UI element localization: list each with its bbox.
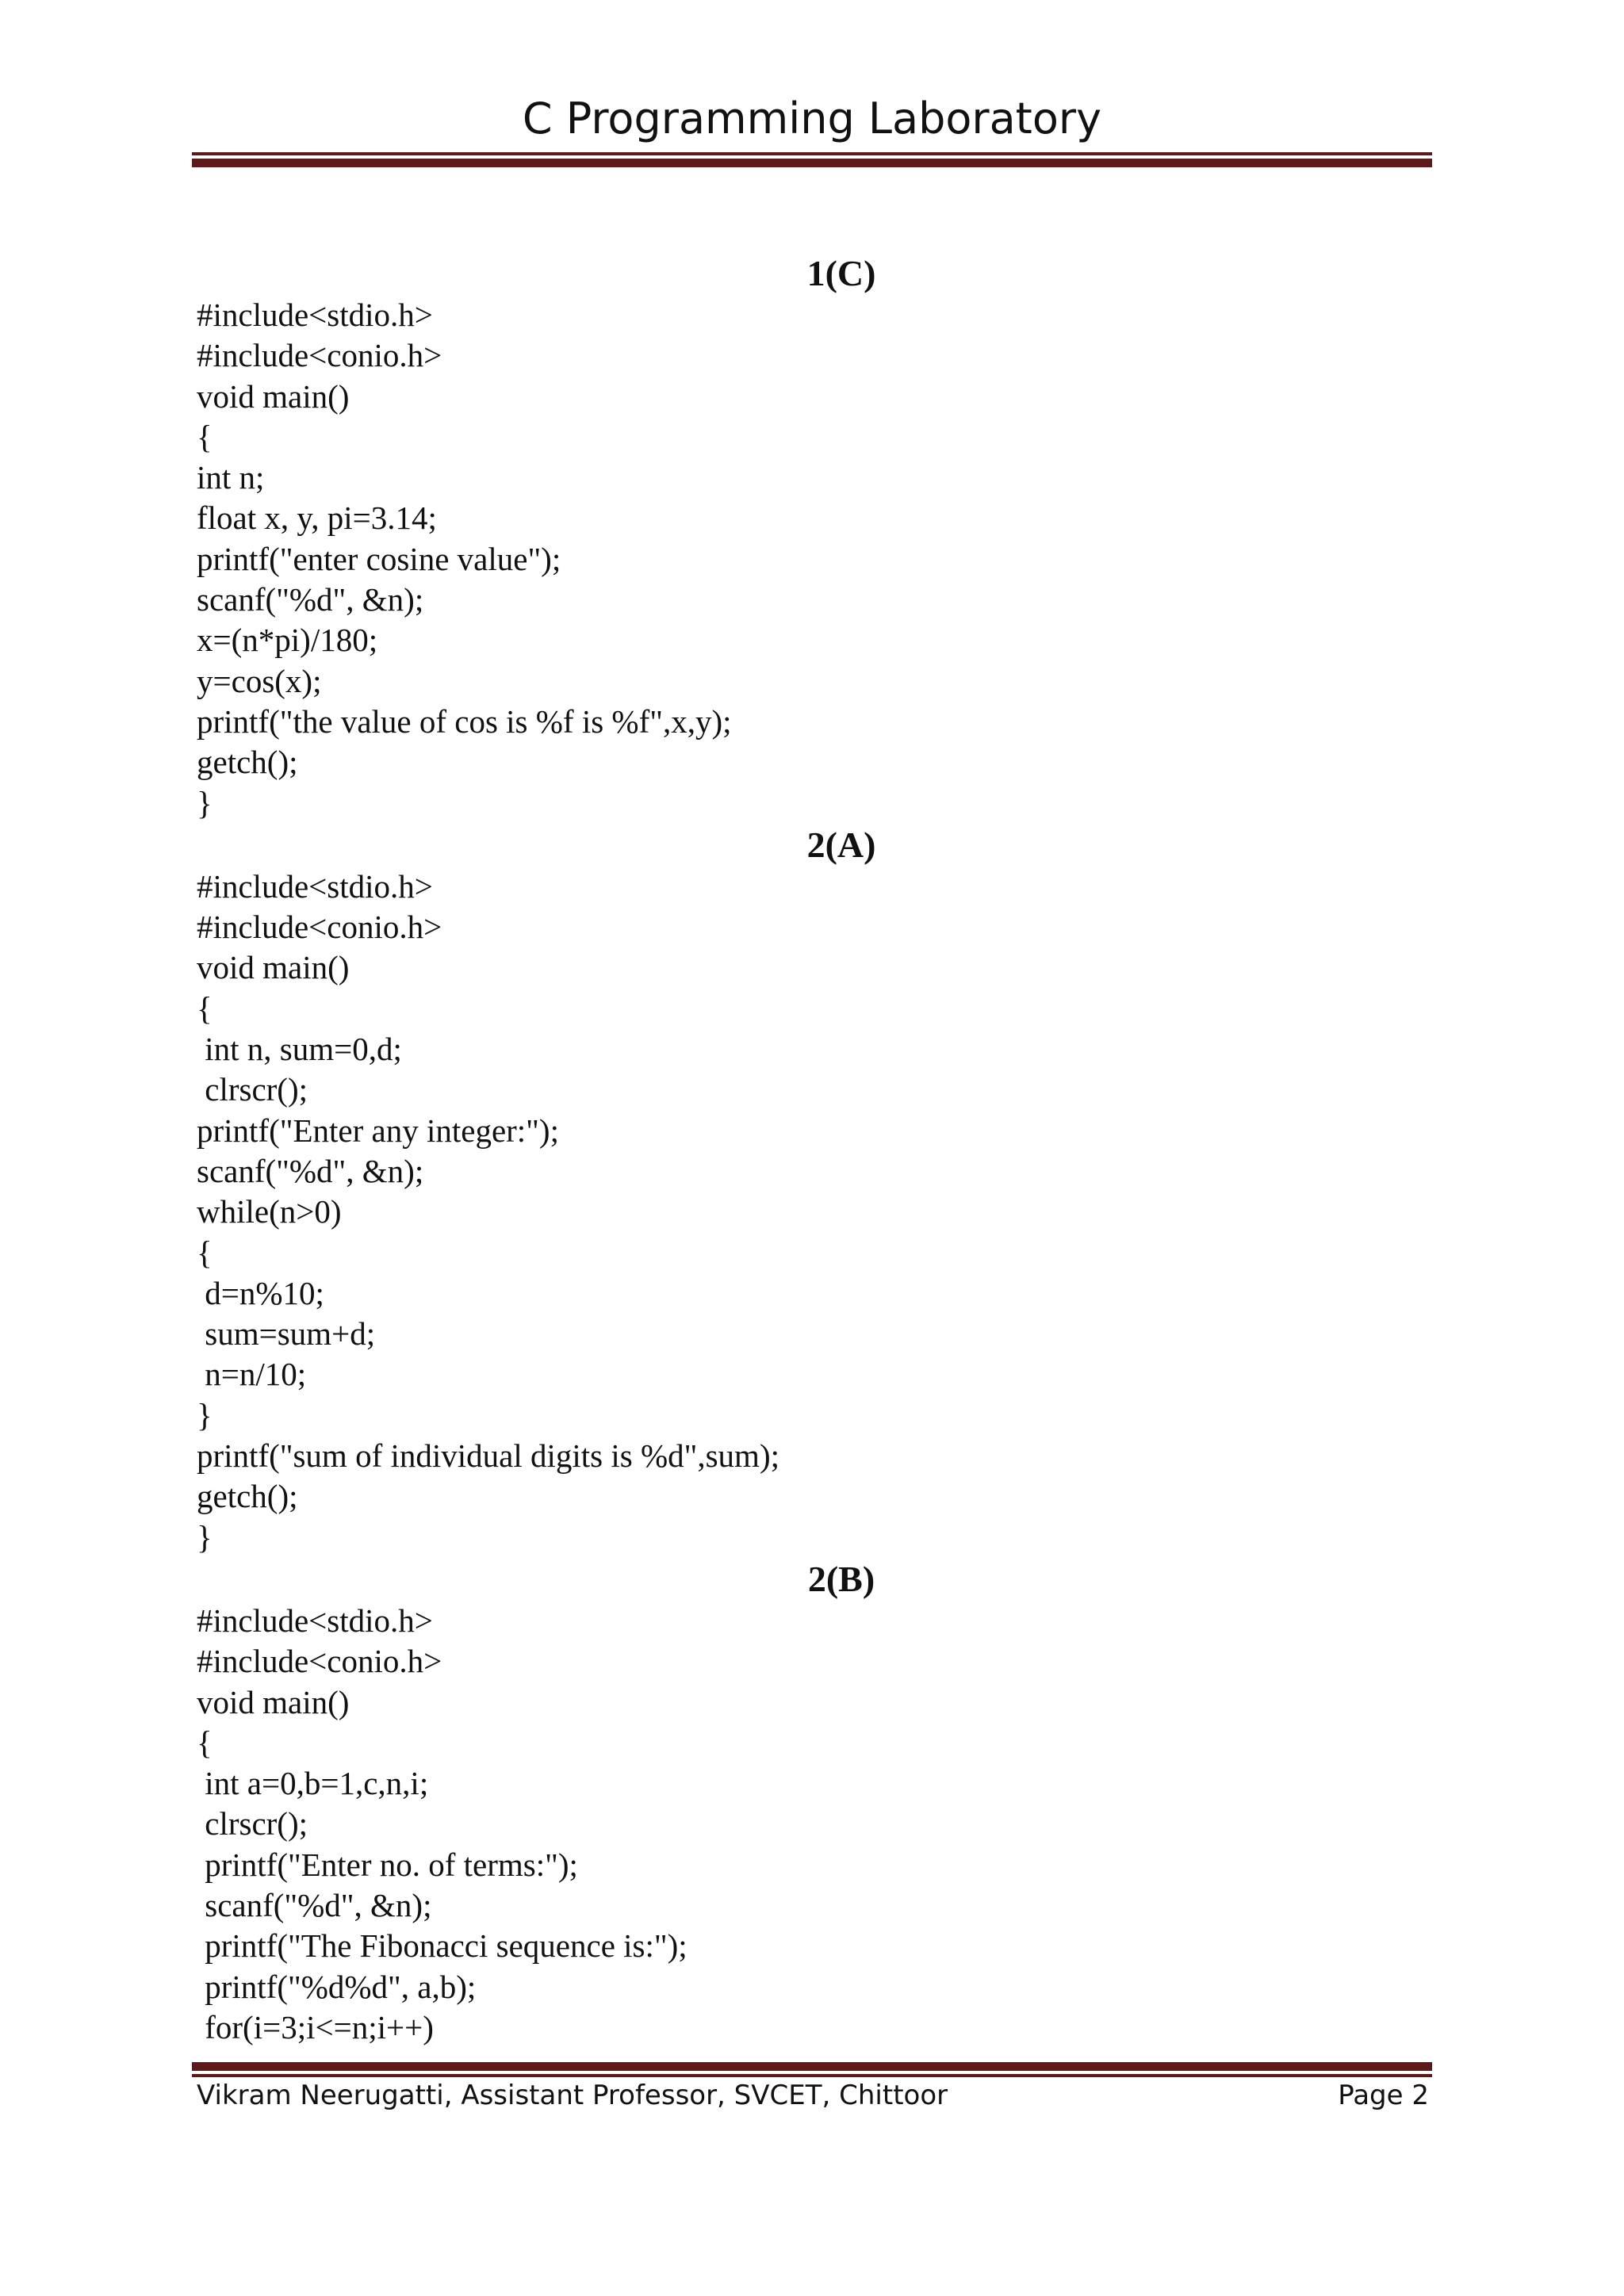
page-title: C Programming Laboratory [522, 94, 1102, 144]
code-line: clrscr(); [197, 1805, 308, 1843]
code-line: printf("%d%d", a,b); [197, 1968, 477, 2005]
section-heading: 1(C) [806, 253, 876, 293]
code-line: printf("The Fibonacci sequence is:"); [197, 1927, 688, 1965]
section-heading: 2(A) [806, 824, 876, 865]
code-line: } [197, 1396, 213, 1433]
code-listing [197, 252, 1434, 2048]
code-line: printf("enter cosine value"); [197, 540, 561, 577]
header-rule-thick [192, 159, 1432, 167]
code-line: for(i=3;i<=n;i++) [197, 2008, 434, 2045]
code-line: } [197, 784, 213, 821]
footer-rule-thick [192, 2062, 1432, 2071]
code-line: { [197, 989, 213, 1027]
code-line: x=(n*pi)/180; [197, 622, 378, 659]
code-line: void main() [197, 949, 350, 986]
code-section [197, 1558, 1434, 2048]
code-line: int a=0,b=1,c,n,i; [197, 1765, 429, 1802]
code-line: printf("Enter any integer:"); [197, 1112, 559, 1149]
code-line: #include<conio.h> [197, 909, 442, 946]
section-heading: 2(B) [807, 1558, 875, 1599]
code-section [197, 252, 1434, 824]
code-line: void main() [197, 377, 350, 415]
code-line: { [197, 1724, 213, 1761]
code-line: #include<conio.h> [197, 337, 442, 374]
code-line: sum=sum+d; [197, 1315, 376, 1353]
code-line: void main() [197, 1683, 350, 1720]
code-section [197, 824, 1434, 1558]
code-line: #include<stdio.h> [197, 1601, 433, 1639]
footer-page-number: Page 2 [1338, 2080, 1429, 2111]
code-line: } [197, 1518, 213, 1556]
code-line: scanf("%d", &n); [197, 1886, 432, 1923]
header-rule-thin [192, 152, 1432, 155]
code-line: float x, y, pi=3.14; [197, 499, 437, 537]
code-line: printf("Enter no. of terms:"); [197, 1846, 578, 1883]
code-line: getch(); [197, 744, 298, 781]
footer-rule-thin [192, 2074, 1432, 2077]
code-line: getch(); [197, 1478, 298, 1515]
header-rule [192, 152, 1432, 167]
code-line: scanf("%d", &n); [197, 581, 424, 618]
code-line: #include<stdio.h> [197, 867, 433, 905]
code-line: y=cos(x); [197, 662, 322, 699]
footer-rule [192, 2062, 1432, 2077]
code-line: printf("sum of individual digits is %d",sum); [197, 1437, 779, 1475]
code-line: { [197, 418, 213, 455]
code-line: int n; [197, 459, 265, 496]
code-line: { [197, 1234, 213, 1271]
code-line: clrscr(); [197, 1071, 308, 1108]
code-line: #include<conio.h> [197, 1643, 442, 1680]
footer-author: Vikram Neerugatti, Assistant Professor, SVCET, Chittoor [197, 2080, 948, 2111]
code-line: printf("the value of cos is %f is %f",x,y); [197, 702, 732, 740]
code-line: n=n/10; [197, 1356, 307, 1393]
code-line: scanf("%d", &n); [197, 1152, 424, 1189]
code-line: while(n>0) [197, 1193, 342, 1230]
code-line: int n, sum=0,d; [197, 1031, 402, 1068]
code-line: #include<stdio.h> [197, 297, 433, 333]
code-line: d=n%10; [197, 1274, 324, 1311]
